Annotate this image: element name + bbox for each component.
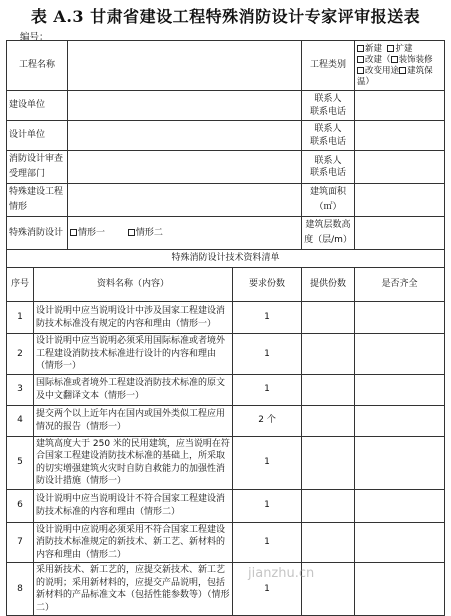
row-number: 8 (7, 563, 34, 616)
review-dept-field[interactable] (68, 151, 302, 184)
row-number: 4 (7, 405, 34, 436)
complete-field[interactable] (355, 522, 445, 563)
case-two-label: 情形二 (135, 227, 163, 238)
category-row-1: 新建 扩建 (357, 44, 442, 55)
complete-field[interactable] (355, 489, 445, 522)
provided-copies-field[interactable] (302, 436, 355, 489)
checklist-title: 特殊消防设计技术资料清单 (7, 250, 445, 268)
serial-number-label: 编号： (20, 32, 49, 43)
new-build-checkbox[interactable] (357, 45, 364, 52)
row-number: 1 (7, 302, 34, 334)
document-name: 设计说明中应说明必须采用不符合国家工程建设消防技术标准规定的新技术、新工艺、新材料的内容和理由（情形二） (34, 522, 233, 563)
document-name: 国际标准或者境外工程建设消防技术标准的原文及中文翻译文本（情形一） (34, 374, 233, 405)
required-copies: 1 (233, 436, 302, 489)
complete-field[interactable] (355, 374, 445, 405)
project-category-options (355, 41, 445, 91)
document-name: 设计说明中应当说明设计不符合国家工程建设消防技术标准的内容和理由（情形二） (34, 489, 233, 522)
project-name-label: 工程名称 (7, 41, 68, 91)
row-number: 6 (7, 489, 34, 522)
floor-area-field[interactable] (355, 184, 445, 217)
provided-copies-field[interactable] (302, 334, 355, 375)
project-name-field[interactable] (68, 41, 302, 91)
table-row (7, 374, 445, 405)
complete-field[interactable] (355, 405, 445, 436)
contact-person-label: 联系人 (314, 155, 342, 166)
provided-copies-field[interactable] (302, 563, 355, 616)
row-number: 7 (7, 522, 34, 563)
col-header-required: 要求份数 (233, 268, 302, 302)
row-number: 2 (7, 334, 34, 375)
col-header-name: 资料名称（内容） (34, 268, 233, 302)
renovation-checkbox[interactable] (357, 56, 364, 63)
complete-field[interactable] (355, 302, 445, 334)
table-row (7, 563, 445, 616)
table-row (7, 405, 445, 436)
dept-contact-field[interactable] (355, 151, 445, 184)
contact-person-label: 联系人 (314, 124, 342, 134)
provided-copies-field[interactable] (302, 489, 355, 522)
category-row-3: 改变用途 建筑保温） (357, 65, 433, 87)
builder-field[interactable] (68, 91, 302, 121)
watermark: jianzhu.cn (248, 566, 315, 581)
complete-field[interactable] (355, 563, 445, 616)
col-header-complete: 是否齐全 (355, 268, 445, 302)
designer-label: 设计单位 (7, 121, 68, 151)
required-copies: 1 (233, 489, 302, 522)
builder-contact-field[interactable] (355, 91, 445, 121)
contact-phone-label: 联系电话 (310, 168, 347, 178)
floor-area-label: 建筑面积（㎡） (302, 184, 355, 217)
required-copies: 1 (233, 302, 302, 334)
provided-copies-field[interactable] (302, 522, 355, 563)
complete-field[interactable] (355, 334, 445, 375)
row-number: 3 (7, 374, 34, 405)
complete-field[interactable] (355, 436, 445, 489)
required-copies: 1 (233, 563, 302, 616)
document-name: 建筑高度大于 250 米的民用建筑，应当说明在符合国家工程建设消防技术标准的基础上，所采取的切实增强建筑火灾时自防自救能力的加强性消防设计措施（情形一） (34, 436, 233, 489)
floors-height-label: 建筑层数高度（层/m） (302, 217, 355, 250)
change-use-checkbox[interactable] (357, 67, 364, 74)
row-number: 5 (7, 436, 34, 489)
case-one-label: 情形一 (78, 227, 106, 238)
required-copies: 2 个 (233, 405, 302, 436)
case-one-checkbox[interactable] (70, 229, 77, 236)
decoration-checkbox[interactable] (391, 56, 398, 63)
table-row (7, 334, 445, 375)
contact-person-label: 联系人 (314, 94, 342, 104)
document-name: 采用新技术、新工艺的，应提交新技术、新工艺的说明；采用新材料的，应提交产品说明，包括新材料的产品标准文本（包括性能参数等）（情形二） (34, 563, 233, 616)
designer-contact-field[interactable] (355, 121, 445, 151)
provided-copies-field[interactable] (302, 302, 355, 334)
document-name: 提交两个以上近年内在国内或国外类似工程应用情况的报告（情形一） (34, 405, 233, 436)
form-title: 表 A.3 甘肃省建设工程特殊消防设计专家评审报送表 (30, 7, 421, 26)
category-row-2: 改建（ 装饰装修 (357, 55, 442, 66)
required-copies: 1 (233, 522, 302, 563)
contact-phone-label: 联系电话 (310, 106, 347, 117)
special-design-label: 特殊消防设计 (7, 217, 68, 250)
special-project-field[interactable] (68, 184, 302, 217)
special-project-label: 特殊建设工程情形 (7, 184, 68, 217)
special-design-options (68, 217, 302, 250)
expansion-checkbox[interactable] (387, 45, 394, 52)
contact-phone-label: 联系电话 (310, 136, 347, 147)
case-two-checkbox[interactable] (128, 229, 135, 236)
review-dept-label: 消防设计审查受理部门 (7, 151, 68, 184)
table-row (7, 436, 445, 489)
review-form-table (6, 40, 445, 616)
required-copies: 1 (233, 374, 302, 405)
document-name: 设计说明中应当说明必须采用国际标准或者境外工程建设消防技术标准进行设计的内容和理由（情形一） (34, 334, 233, 375)
insulation-checkbox[interactable] (399, 67, 406, 74)
table-row (7, 489, 445, 522)
builder-label: 建设单位 (7, 91, 68, 121)
project-category-label: 工程类别 (302, 41, 355, 91)
table-row (7, 522, 445, 563)
col-header-provided: 提供份数 (302, 268, 355, 302)
provided-copies-field[interactable] (302, 374, 355, 405)
col-header-no: 序号 (7, 268, 34, 302)
document-name: 设计说明中应当说明设计中涉及国家工程建设消防技术标准没有规定的内容和理由（情形一） (34, 302, 233, 334)
designer-field[interactable] (68, 121, 302, 151)
table-row (7, 302, 445, 334)
provided-copies-field[interactable] (302, 405, 355, 436)
floors-height-field[interactable] (355, 217, 445, 250)
required-copies: 1 (233, 334, 302, 375)
